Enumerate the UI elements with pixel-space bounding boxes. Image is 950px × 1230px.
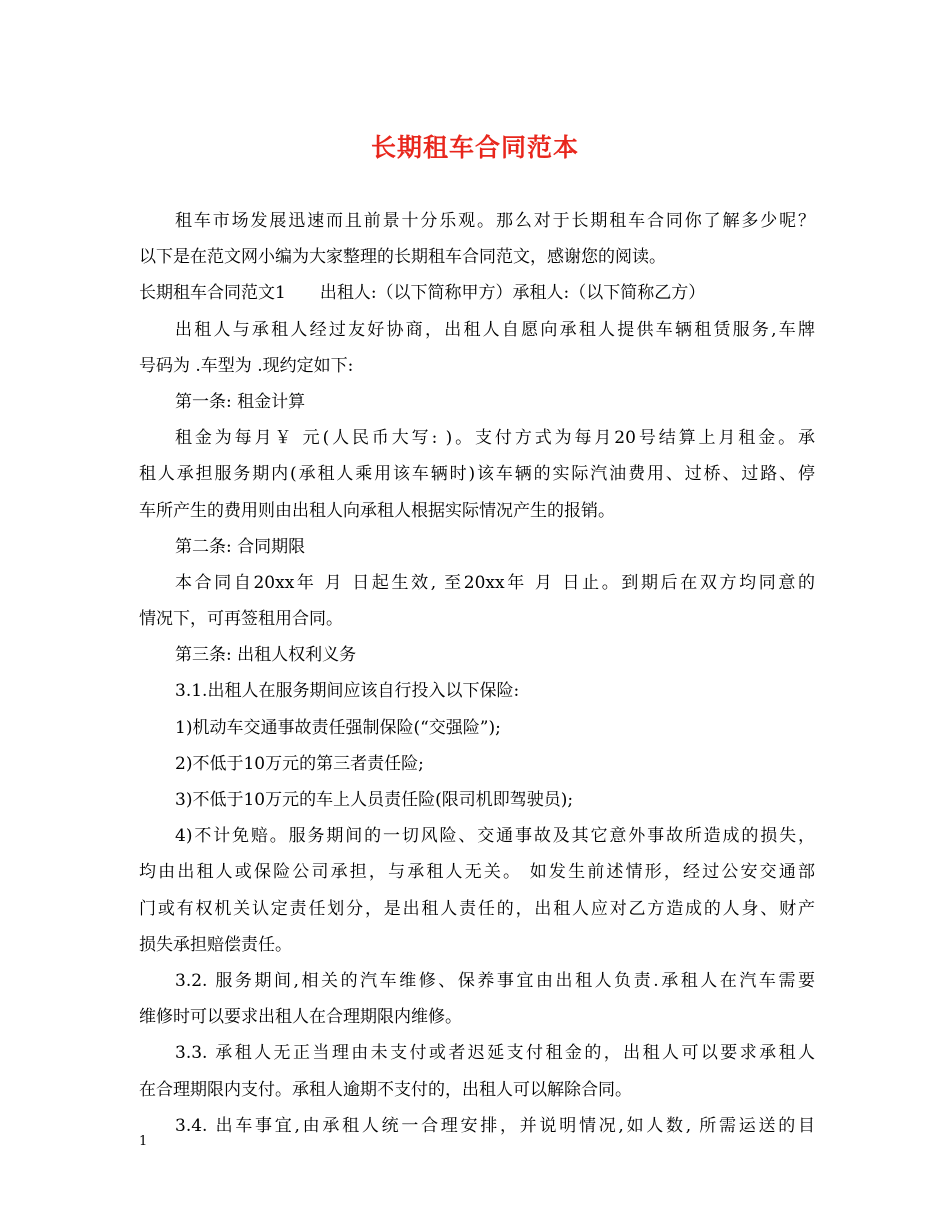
list-item: 3)不低于10万元的车上人员责任险(限司机即驾驶员); (175, 790, 574, 810)
article-heading: 第三条: 出租人权利义务 (175, 645, 357, 666)
list-item: 4)不计免赔。服务期间的一切风险、交通事故及其它意外事故所造成的损失， (175, 826, 815, 847)
text-line: 本合同自20xx年 月 日起生效, 至20xx年 月 日止。到期后在双方均同意的 (175, 572, 815, 593)
article-heading: 第二条: 合同期限 (175, 536, 306, 557)
text-line: 维修时可以要求出租人在合理期限内维修。 (139, 1007, 462, 1028)
text-line: 长期租车合同范文1 出租人:（以下简称甲方）承租人:（以下简称乙方） (139, 283, 706, 304)
text-line: 门或有权机关认定责任划分，是出租人责任的，出租人应对乙方造成的人身、财产 (139, 898, 815, 919)
list-item: 2)不低于10万元的第三者责任险; (175, 753, 424, 774)
text-line: 出租人与承租人经过友好协商，出租人自愿向承租人提供车辆租赁服务,车牌 (175, 319, 815, 340)
text-line: 3.4. 出车事宜,由承租人统一合理安排，并说明情况,如人数, 所需运送的目 (175, 1115, 815, 1136)
list-item: 1)机动车交通事故责任强制保险(“交强险”); (175, 717, 501, 738)
article-heading: 第一条: 租金计算 (175, 391, 306, 412)
text-line: 均由出租人或保险公司承担，与承租人无关。 如发生前述情形，经过公安交通部 (139, 862, 815, 883)
text-line: 租车市场发展迅速而且前景十分乐观。那么对于长期租车合同你了解多少呢？ (175, 211, 815, 231)
text-line: 租人承担服务期内(承租人乘用该车辆时)该车辆的实际汽油费用、过桥、过路、停 (139, 464, 815, 485)
text-line: 情况下，可再签租用合同。 (139, 609, 343, 630)
text-line: 损失承担赔偿责任。 (139, 934, 292, 955)
text-line: 租金为每月￥ 元(人民币大写: )。支付方式为每月20号结算上月租金。承 (175, 428, 815, 449)
document-body (139, 203, 815, 1144)
text-line: 以下是在范文网小编为大家整理的长期租车合同范文，感谢您的阅读。 (139, 247, 666, 268)
text-line: 号码为 .车型为 .现约定如下: (139, 355, 354, 376)
text-line: 3.1.出租人在服务期间应该自行投入以下保险: (175, 681, 520, 702)
page-number: 1 (139, 1134, 148, 1149)
text-line: 3.3. 承租人无正当理由未支付或者迟延支付租金的，出租人可以要求承租人 (175, 1043, 815, 1064)
document-title: 长期租车合同范本 (370, 133, 579, 162)
text-line: 3.2. 服务期间,相关的汽车维修、保养事宜由出租人负责.承租人在汽车需要 (175, 970, 815, 991)
text-line: 车所产生的费用则由出租人向承租人根据实际情况产生的报销。 (139, 500, 615, 521)
text-line: 在合理期限内支付。承租人逾期不支付的，出租人可以解除合同。 (139, 1079, 632, 1100)
